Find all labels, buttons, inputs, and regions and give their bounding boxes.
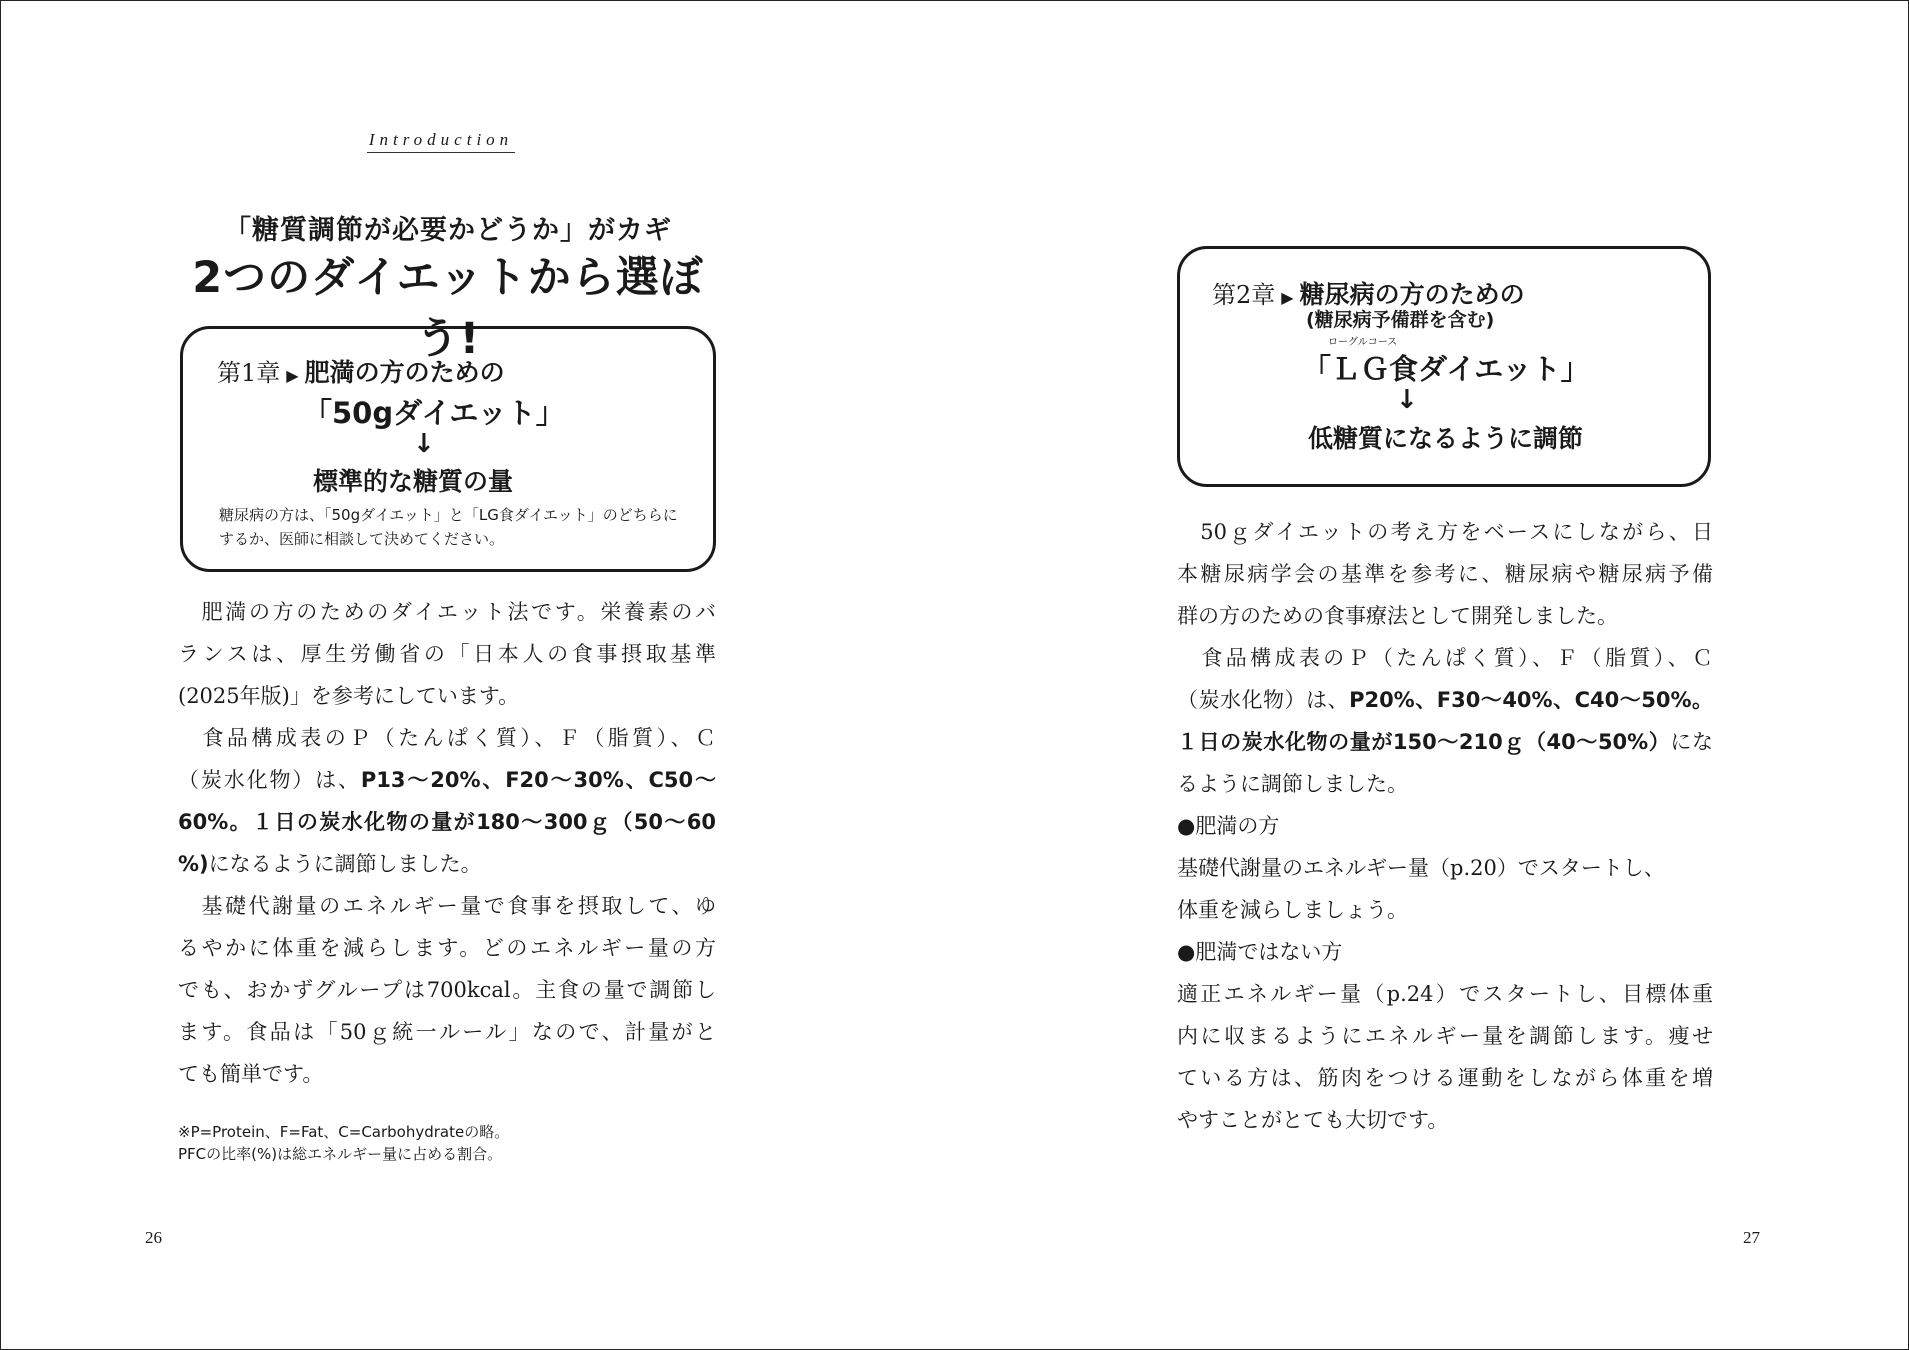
diet-name: 「50gダイエット」 <box>303 396 565 430</box>
chapter-subtitle: (糖尿病予備群を含む) <box>1306 309 1495 331</box>
body-line <box>1177 637 1713 679</box>
text: 肥満の方のためのダイエット法です。栄養素のバ <box>178 600 716 624</box>
text: 本糖尿病学会の基準を参考に、糖尿病や糖尿病予備 <box>1177 562 1713 586</box>
body-line <box>1177 889 1713 931</box>
diet-name: 「ＬＧ食ダイエット」 <box>1302 352 1590 386</box>
text: ●肥満の方 <box>1177 814 1280 838</box>
headline-line1: 「糖質調節が必要かどうか」がカギ <box>224 215 672 246</box>
body-line <box>178 1053 716 1095</box>
body-line <box>1177 1057 1713 1099</box>
body-line <box>178 717 716 759</box>
left-body-text <box>178 591 716 1095</box>
body-line <box>1177 511 1713 553</box>
bold-text: P13〜20%、F20〜30%、C50〜 <box>360 768 716 792</box>
bold-text: P20%、F30〜40%、C40〜50%。 <box>1349 688 1714 712</box>
text: やすことがとても大切です。 <box>1177 1108 1449 1132</box>
body-line <box>178 801 716 843</box>
body-line <box>1177 553 1713 595</box>
text: ます。食品は「50ｇ統一ルール」なので、計量がと <box>178 1020 716 1044</box>
bold-text: %) <box>178 852 209 876</box>
chapter-title: 肥満の方のための <box>304 358 505 387</box>
section-label-text: Introduction <box>367 130 515 153</box>
body-line <box>178 591 716 633</box>
section-label <box>341 130 541 150</box>
body-line <box>1177 1015 1713 1057</box>
text: 基礎代謝量のエネルギー量で食事を摂取して、ゆ <box>178 894 716 918</box>
body-line <box>1177 679 1713 721</box>
chapter2-box <box>1177 246 1711 487</box>
body-line <box>178 1011 716 1053</box>
body-line <box>178 843 716 885</box>
body-line <box>1177 595 1713 637</box>
text: 基礎代謝量のエネルギー量（p.20）でスタートし、 <box>1177 856 1665 880</box>
page-number-left: 26 <box>145 1228 162 1247</box>
body-line <box>1177 805 1713 847</box>
ruby-reading: ローグルコース <box>1328 337 1398 348</box>
text: ●肥満ではない方 <box>1177 940 1343 964</box>
text: 適正エネルギー量（p.24）でスタートし、目標体重 <box>1177 982 1713 1006</box>
note-line: するか、医師に相談して決めてください。 <box>219 530 505 548</box>
triangle-right-icon: ▶ <box>286 366 299 385</box>
body-line <box>178 633 716 675</box>
body-line <box>1177 721 1713 763</box>
body-line <box>178 885 716 927</box>
text: るように調節しました。 <box>1177 772 1408 796</box>
text: 50ｇダイエットの考え方をベースにしながら、日 <box>1177 520 1713 544</box>
arrow-down-icon: ↓ <box>413 429 435 459</box>
body-line <box>1177 931 1713 973</box>
chapter-result: 低糖質になるように調節 <box>1308 424 1584 453</box>
body-line <box>178 969 716 1011</box>
body-line <box>1177 763 1713 805</box>
chapter-title: 糖尿病の方のための <box>1299 280 1525 309</box>
text: るやかに体重を減らします。どのエネルギー量の方 <box>178 936 716 960</box>
headline-line2: 2つのダイエットから選ぼう! <box>192 253 704 364</box>
text: （炭水化物）は、 <box>178 768 361 792</box>
text: ても簡単です。 <box>178 1062 324 1086</box>
footnote-line: ※P=Protein、F=Fat、C=Carbohydrateの略。 <box>178 1123 510 1141</box>
text: になるように調節しました。 <box>208 852 482 876</box>
chapter1-heading <box>217 353 505 389</box>
body-line <box>178 927 716 969</box>
text: (2025年版)」を参考にしています。 <box>178 684 520 708</box>
text: （炭水化物）は、 <box>1177 688 1350 712</box>
footnote <box>178 1121 509 1165</box>
bold-text: 60%。１日の炭水化物の量が180〜300ｇ（50〜60 <box>178 810 716 834</box>
text: ている方は、筋肉をつける運動をしながら体重を増 <box>1177 1066 1713 1090</box>
body-line <box>1177 847 1713 889</box>
bold-text: １日の炭水化物の量が150〜210ｇ（40〜50%） <box>1177 730 1671 754</box>
body-line <box>1177 1099 1713 1141</box>
chapter-label: 第2章 <box>1212 281 1276 309</box>
arrow-down-icon: ↓ <box>1396 385 1418 415</box>
text: 内に収まるようにエネルギー量を調節します。痩せ <box>1177 1024 1713 1048</box>
right-body-text <box>1177 511 1713 1141</box>
body-line <box>178 675 716 717</box>
text: 食品構成表のＰ（たんぱく質）、Ｆ（脂質）、Ｃ <box>178 726 716 750</box>
chapter-label: 第1章 <box>217 359 281 387</box>
text: 群の方のための食事療法として開発しました。 <box>1177 604 1618 628</box>
text: にな <box>1670 730 1713 754</box>
text: 食品構成表のＰ（たんぱく質）、Ｆ（脂質）、Ｃ <box>1177 646 1713 670</box>
note-line: 糖尿病の方は、「50gダイエット」と「LG食ダイエット」のどちらに <box>219 506 678 524</box>
body-line <box>1177 973 1713 1015</box>
text: 体重を減らしましょう。 <box>1177 898 1408 922</box>
chapter-note <box>219 503 678 551</box>
triangle-right-icon: ▶ <box>1281 288 1294 307</box>
body-line <box>178 759 716 801</box>
footnote-line: PFCの比率(%)は総エネルギー量に占める割合。 <box>178 1145 503 1163</box>
page-number-right: 27 <box>1743 1228 1760 1247</box>
text: でも、おかずグループは700kcal。主食の量で調節し <box>178 978 716 1002</box>
chapter-result: 標準的な糖質の量 <box>313 467 514 496</box>
chapter1-box <box>180 326 716 572</box>
text: ランスは、厚生労働省の「日本人の食事摂取基準 <box>178 642 716 666</box>
